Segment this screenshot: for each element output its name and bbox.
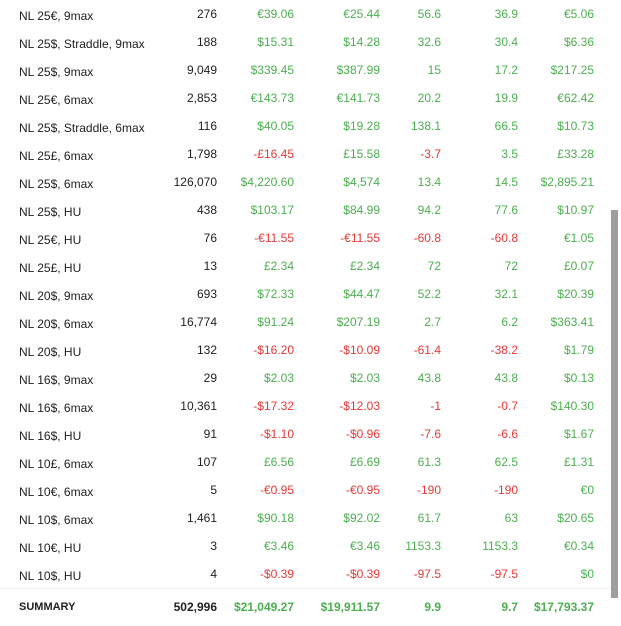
net-won-cell: -€11.55 xyxy=(254,231,294,245)
allin-ev-cell: $44.47 xyxy=(343,287,380,301)
table-row[interactable] xyxy=(0,420,611,448)
allin-ev-cell: -$0.96 xyxy=(345,427,380,441)
limit-label: NL 25$, Straddle, 9max xyxy=(19,37,145,51)
ev-bb100-cell: -6.6 xyxy=(497,427,518,441)
ev-bb100-cell: -0.7 xyxy=(497,399,518,413)
hands-cell: 188 xyxy=(196,35,217,49)
ev-bb100-cell: 43.8 xyxy=(494,371,518,385)
net-won-cell: $4,220.60 xyxy=(240,175,294,189)
ev-bb100-cell: -97.5 xyxy=(490,567,518,581)
hands-cell: 29 xyxy=(203,371,217,385)
table-row[interactable] xyxy=(0,112,611,140)
row-spacer xyxy=(594,308,611,336)
limit-label: NL 20$, 6max xyxy=(19,317,94,331)
hands-cell: 9,049 xyxy=(186,63,217,77)
limit-cell xyxy=(0,224,165,252)
table-row[interactable] xyxy=(0,168,611,196)
rake-cell: £33.28 xyxy=(557,147,594,161)
row-spacer xyxy=(594,196,611,224)
ev-bb100-cell: 30.4 xyxy=(494,35,518,49)
rake-cell: £0.07 xyxy=(563,259,594,273)
table-row[interactable] xyxy=(0,336,611,364)
hands-cell: 16,774 xyxy=(180,315,217,329)
table-row[interactable] xyxy=(0,476,611,504)
limit-cell xyxy=(0,476,165,504)
summary-rake: $17,793.37 xyxy=(518,589,594,626)
net-won-cell: €3.46 xyxy=(263,539,294,553)
net-won-cell: $91.24 xyxy=(257,315,294,329)
rake-cell: €1.05 xyxy=(563,231,594,245)
hands-cell: 276 xyxy=(196,7,217,21)
table-row[interactable] xyxy=(0,560,611,589)
limit-label: NL 10$, 6max xyxy=(19,513,94,527)
allin-ev-cell: £15.58 xyxy=(343,147,380,161)
bb100-cell: 1153.3 xyxy=(405,539,441,553)
limit-label: NL 20$, 9max xyxy=(19,289,94,303)
rake-cell: $140.30 xyxy=(550,399,594,413)
bb100-cell: 138.1 xyxy=(410,119,441,133)
ev-bb100-cell: 19.9 xyxy=(494,91,518,105)
limit-label: NL 25$, Straddle, 6max xyxy=(19,121,145,135)
ev-bb100-cell: 63 xyxy=(504,511,518,525)
limit-cell xyxy=(0,448,165,476)
bb100-cell: 61.3 xyxy=(417,455,441,469)
rake-cell: €62.42 xyxy=(557,91,594,105)
limit-label: NL 16$, 9max xyxy=(19,373,94,387)
limit-label: NL 25£, HU xyxy=(19,261,82,275)
allin-ev-cell: -€0.95 xyxy=(345,483,380,497)
bb100-cell: 2.7 xyxy=(424,315,441,329)
ev-bb100-cell: 32.1 xyxy=(494,287,518,301)
bb100-cell: 72 xyxy=(427,259,441,273)
bb100-cell: 13.4 xyxy=(417,175,441,189)
summary-allin-ev: $19,911.57 xyxy=(294,589,380,626)
bb100-cell: 56.6 xyxy=(417,7,441,21)
hands-cell: 10,361 xyxy=(180,399,217,413)
hands-cell: 107 xyxy=(196,455,217,469)
net-won-cell: €39.06 xyxy=(257,7,294,21)
rake-cell: $0 xyxy=(580,567,594,581)
table-summary xyxy=(0,589,611,626)
table-row[interactable] xyxy=(0,532,611,560)
limit-label: NL 16$, HU xyxy=(19,429,82,443)
bb100-cell: 20.2 xyxy=(417,91,441,105)
rake-cell: $10.73 xyxy=(557,119,594,133)
ev-bb100-cell: 36.9 xyxy=(494,7,518,21)
limit-cell xyxy=(0,392,165,420)
net-won-cell: $90.18 xyxy=(257,511,294,525)
table-row[interactable] xyxy=(0,448,611,476)
rake-cell: $363.41 xyxy=(550,315,594,329)
limit-cell xyxy=(0,280,165,308)
limit-label: NL 25$, 9max xyxy=(19,65,94,79)
ev-bb100-cell: 66.5 xyxy=(494,119,518,133)
hands-cell: 76 xyxy=(203,231,217,245)
summary-net-won: $21,049.27 xyxy=(217,589,294,626)
allin-ev-cell: $387.99 xyxy=(336,63,380,77)
allin-ev-cell: -€11.55 xyxy=(340,231,380,245)
limit-cell xyxy=(0,28,165,56)
hands-cell: 1,798 xyxy=(186,147,217,161)
row-spacer xyxy=(594,504,611,532)
row-spacer xyxy=(594,336,611,364)
limit-label: NL 25€, HU xyxy=(19,233,82,247)
row-spacer xyxy=(594,224,611,252)
table-row[interactable] xyxy=(0,392,611,420)
limit-label: NL 10$, HU xyxy=(19,569,82,583)
row-spacer xyxy=(594,560,611,589)
limit-cell xyxy=(0,504,165,532)
ev-bb100-cell: -60.8 xyxy=(490,231,518,245)
row-spacer xyxy=(594,28,611,56)
allin-ev-cell: $92.02 xyxy=(343,511,380,525)
allin-ev-cell: €25.44 xyxy=(343,7,380,21)
table-row[interactable] xyxy=(0,504,611,532)
summary-spacer xyxy=(594,589,611,626)
row-spacer xyxy=(594,448,611,476)
allin-ev-cell: £2.34 xyxy=(349,259,380,273)
rake-cell: $20.65 xyxy=(557,511,594,525)
limit-cell xyxy=(0,56,165,84)
rake-cell: $2,895.21 xyxy=(540,175,594,189)
bb100-cell: -3.7 xyxy=(420,147,441,161)
table-row[interactable] xyxy=(0,84,611,112)
table-row[interactable] xyxy=(0,224,611,252)
ev-bb100-cell: 17.2 xyxy=(494,63,518,77)
row-spacer xyxy=(594,0,611,28)
limit-cell xyxy=(0,140,165,168)
limit-cell xyxy=(0,252,165,280)
limit-label: NL 10£, 6max xyxy=(19,457,94,471)
row-spacer xyxy=(594,252,611,280)
limit-cell xyxy=(0,112,165,140)
row-spacer xyxy=(594,56,611,84)
bb100-cell: -61.4 xyxy=(413,343,441,357)
vertical-scrollbar-thumb[interactable] xyxy=(611,210,618,598)
rake-cell: $0.13 xyxy=(563,371,594,385)
hands-cell: 438 xyxy=(196,203,217,217)
limit-label: NL 25€, 9max xyxy=(19,9,94,23)
net-won-cell: $2.03 xyxy=(263,371,294,385)
limit-label: NL 10€, HU xyxy=(19,541,82,555)
summary-label: SUMMARY xyxy=(0,589,165,626)
rake-cell: €0 xyxy=(580,483,594,497)
bb100-cell: 61.7 xyxy=(417,511,441,525)
allin-ev-cell: $4,574 xyxy=(343,175,380,189)
bb100-cell: 15 xyxy=(427,63,441,77)
table-row[interactable] xyxy=(0,140,611,168)
ev-bb100-cell: 1153.3 xyxy=(482,539,518,553)
table-row[interactable] xyxy=(0,280,611,308)
table-row[interactable] xyxy=(0,56,611,84)
ev-bb100-cell: 72 xyxy=(504,259,518,273)
rake-cell: $1.79 xyxy=(563,343,594,357)
allin-ev-cell: £6.69 xyxy=(349,455,380,469)
limit-cell xyxy=(0,0,165,28)
net-won-cell: -£16.45 xyxy=(253,147,294,161)
bb100-cell: 94.2 xyxy=(417,203,441,217)
rake-cell: €0.34 xyxy=(563,539,594,553)
hands-cell: 126,070 xyxy=(173,175,217,189)
limit-cell xyxy=(0,364,165,392)
net-won-cell: $103.17 xyxy=(250,203,294,217)
hands-cell: 116 xyxy=(197,119,217,133)
allin-ev-cell: $14.28 xyxy=(343,35,380,49)
allin-ev-cell: $207.19 xyxy=(336,315,380,329)
net-won-cell: $40.05 xyxy=(257,119,294,133)
table-row[interactable] xyxy=(0,28,611,56)
limit-cell xyxy=(0,532,165,560)
hands-cell: 1,461 xyxy=(186,511,217,525)
allin-ev-cell: €141.73 xyxy=(336,91,380,105)
allin-ev-cell: $19.28 xyxy=(343,119,380,133)
row-spacer xyxy=(594,168,611,196)
summary-row xyxy=(0,589,611,626)
limit-cell xyxy=(0,308,165,336)
hands-cell: 693 xyxy=(196,287,217,301)
limit-label: NL 10€, 6max xyxy=(19,485,94,499)
row-spacer xyxy=(594,140,611,168)
allin-ev-cell: -$0.39 xyxy=(345,567,380,581)
limit-label: NL 20$, HU xyxy=(19,345,82,359)
summary-bb100: 9.9 xyxy=(380,589,441,626)
ev-bb100-cell: -38.2 xyxy=(490,343,518,357)
limit-cell xyxy=(0,84,165,112)
limit-cell xyxy=(0,560,165,589)
row-spacer xyxy=(594,532,611,560)
ev-bb100-cell: 77.6 xyxy=(494,203,518,217)
allin-ev-cell: $2.03 xyxy=(349,371,380,385)
net-won-cell: $72.33 xyxy=(257,287,294,301)
net-won-cell: €143.73 xyxy=(250,91,294,105)
rake-cell: $20.39 xyxy=(557,287,594,301)
rake-cell: $6.36 xyxy=(563,35,594,49)
table-row[interactable] xyxy=(0,196,611,224)
row-spacer xyxy=(594,392,611,420)
table-row[interactable] xyxy=(0,364,611,392)
bb100-cell: -1 xyxy=(430,399,441,413)
row-spacer xyxy=(594,476,611,504)
allin-ev-cell: $84.99 xyxy=(343,203,380,217)
rake-cell: €5.06 xyxy=(563,7,594,21)
bb100-cell: 52.2 xyxy=(417,287,441,301)
net-won-cell: -$17.32 xyxy=(253,399,294,413)
ev-bb100-cell: 14.5 xyxy=(494,175,518,189)
summary-hands: 502,996 xyxy=(165,589,217,626)
allin-ev-cell: €3.46 xyxy=(349,539,380,553)
table-row[interactable] xyxy=(0,308,611,336)
bb100-cell: 32.6 xyxy=(417,35,441,49)
limit-label: NL 25$, HU xyxy=(19,205,82,219)
limit-cell xyxy=(0,336,165,364)
hands-cell: 2,853 xyxy=(186,91,217,105)
limit-label: NL 16$, 6max xyxy=(19,401,94,415)
ev-bb100-cell: -190 xyxy=(493,483,518,497)
hands-cell: 132 xyxy=(196,343,217,357)
allin-ev-cell: -$10.09 xyxy=(339,343,380,357)
hands-cell: 3 xyxy=(210,539,217,553)
net-won-cell: £2.34 xyxy=(263,259,294,273)
row-spacer xyxy=(594,364,611,392)
net-won-cell: -$1.10 xyxy=(259,427,294,441)
ev-bb100-cell: 3.5 xyxy=(501,147,518,161)
hands-cell: 13 xyxy=(203,259,217,273)
net-won-cell: $15.31 xyxy=(257,35,294,49)
net-won-cell: -$0.39 xyxy=(259,567,294,581)
ev-bb100-cell: 62.5 xyxy=(494,455,518,469)
limit-cell xyxy=(0,196,165,224)
row-spacer xyxy=(594,84,611,112)
net-won-cell: -€0.95 xyxy=(259,483,294,497)
bb100-cell: 43.8 xyxy=(417,371,441,385)
row-spacer xyxy=(594,112,611,140)
rake-cell: $1.67 xyxy=(563,427,594,441)
bb100-cell: -190 xyxy=(416,483,441,497)
bb100-cell: -7.6 xyxy=(420,427,441,441)
summary-ev-bb100: 9.7 xyxy=(441,589,518,626)
table-row[interactable] xyxy=(0,0,611,28)
allin-ev-cell: -$12.03 xyxy=(339,399,380,413)
row-spacer xyxy=(594,420,611,448)
hands-cell: 5 xyxy=(210,483,217,497)
row-spacer xyxy=(594,280,611,308)
ev-bb100-cell: 6.2 xyxy=(501,315,518,329)
net-won-cell: $339.45 xyxy=(250,63,294,77)
limit-label: NL 25$, 6max xyxy=(19,177,94,191)
table-row[interactable] xyxy=(0,252,611,280)
bb100-cell: -60.8 xyxy=(413,231,441,245)
net-won-cell: £6.56 xyxy=(263,455,294,469)
limit-cell xyxy=(0,168,165,196)
limit-label: NL 25€, 6max xyxy=(19,93,94,107)
limit-cell xyxy=(0,420,165,448)
limit-label: NL 25£, 6max xyxy=(19,149,94,163)
rake-cell: £1.31 xyxy=(563,455,594,469)
net-won-cell: -$16.20 xyxy=(253,343,294,357)
rake-cell: $10.97 xyxy=(557,203,594,217)
hands-cell: 91 xyxy=(203,427,217,441)
rake-cell: $217.25 xyxy=(550,63,594,77)
bb100-cell: -97.5 xyxy=(413,567,441,581)
hands-cell: 4 xyxy=(210,567,217,581)
